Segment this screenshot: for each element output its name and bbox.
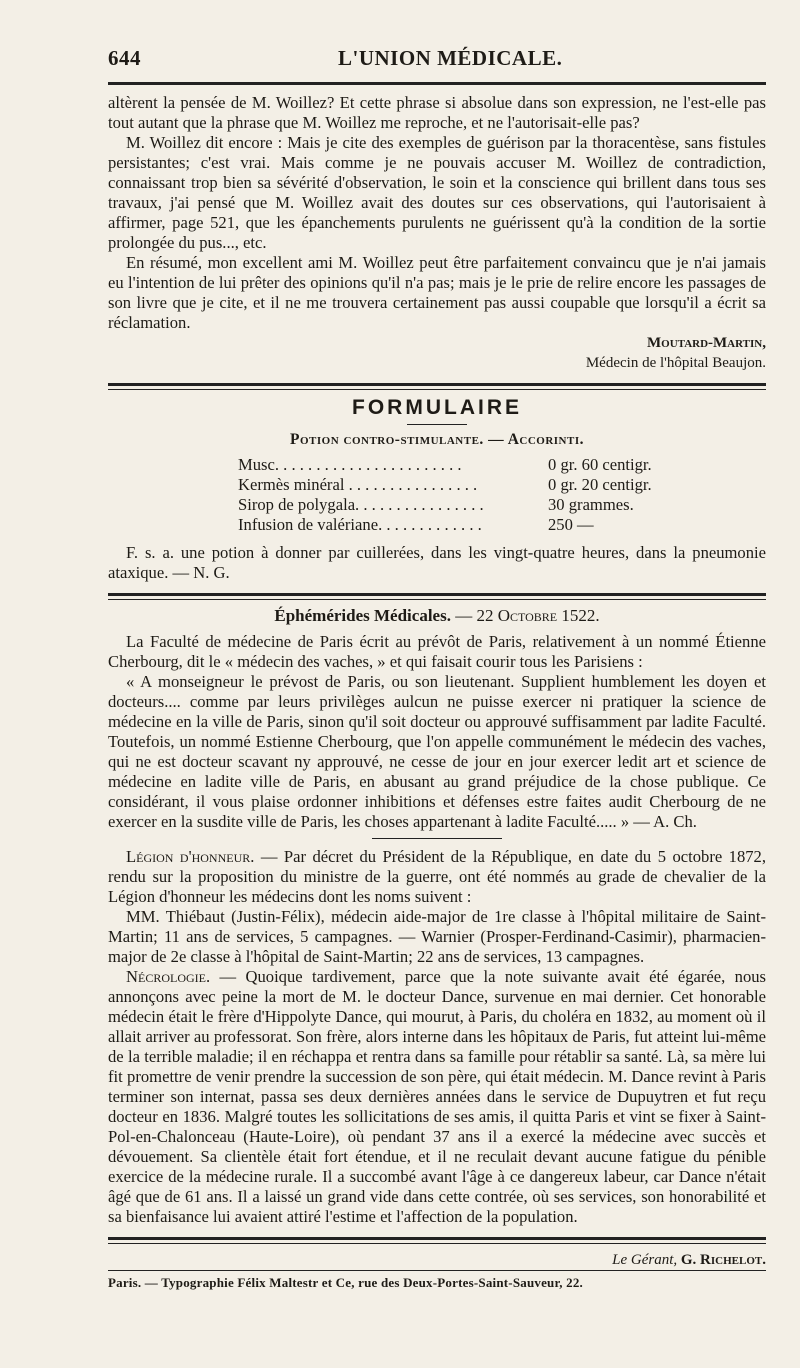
ephemerides-paragraph-2: « A monseigneur le prévost de Paris, ou son lieutenant. Supplient humblement les doyen et docteurs.... comme par leurs privilèges aulcun ne puisse exercer ni pratiquer la science de médecine en la ville de Paris, sinon qu'il soit docteur ou approuvé suffisamment par ladite Faculté. Toutefois, un nommé Estienne Cherbourg, que l'on appelle communément le médecin des vaches, qui ne est docteur scavant ny approuvé, ne cesse de jour en jour exercer ledit art et science de médecine en ladite ville de Paris, en abusant au grand préjudice de la chose publique. Ce considérant, il vous plaise ordonner inhibitions et défenses estre faites audit Cherbourg de ne exercer en la susdite ville de Paris, les choses appartenant à ladite Faculté..... » — A. Ch.: [108, 672, 766, 831]
imprint-rule: [108, 1270, 766, 1271]
ingredient-qty: 0 gr. 20 centigr.: [548, 475, 652, 494]
formulaire-title: FORMULAIRE: [352, 396, 522, 419]
necrology-label: Nécrologie.: [126, 967, 211, 986]
page-header: [108, 46, 766, 80]
ephemerides-heading: Éphémérides Médicales.: [274, 606, 451, 625]
ingredient-qty: 30 grammes.: [548, 495, 634, 514]
ephemerides-paragraph-1: La Faculté de médecine de Paris écrit au prévôt de Paris, relativement à un nommé Étienne Cherbourg, dit le « médecin des vaches, » et qui faisait courir tous les Parisiens :: [108, 632, 766, 671]
necrology-text: — Quoique tardivement, parce que la note suivante avait été égarée, nous annonçons avec peine la mort de M. le docteur Dance, survenue en mai dernier. Cet honorable médecin était le frère d'Hippolyte Dance, qui mourut, à Paris, du choléra en 1832, au moment où il allait arriver au professorat. Son frère, alors interne dans les hôpitaux de Paris, fut atteint lui-même de la terrible maladie; il en réchappa et rentra dans sa famille pour rétablir sa santé. Là, sa mère lui fit promettre de venir prendre la succession de son père, qui était médecin. M. Dance revint à Paris terminer son internat, passa ses deux dernières années dans le service de Dupuytren et fut reçu docteur en 1836. Malgré toutes les sollicitations de ses amis, il quitta Paris et vint se fixer à Saint-Pol-en-Chalonceau (Haute-Loire), où pendant 37 ans il a exercé la médecine avec succès et dévouement. Sa clientèle était fort étendue, et il ne reculait devant aucune fatigue du pénible exercice de la médecine rurale. Il a succombé avant l'âge à ce dangereux labeur, car Dance n'était âgé que de 61 ans. Il a laissé un grand vide dans cette contrée, où ses services, son honorabilité et sa bienfaisance lui avaient attiré l'estime et l'affection de la population.: [108, 967, 766, 1226]
section-divider: [108, 383, 766, 390]
ephemerides-section: [108, 606, 766, 832]
potion-title: Potion contro-stimulante. — Accorinti.: [290, 431, 584, 448]
gerant-line: [108, 1250, 766, 1270]
ingredient-qty: 250 —: [548, 515, 594, 534]
ingredient-name: Kermès minéral . . . . . . . . . . . . . . . .: [238, 475, 478, 494]
page-number: 644: [108, 46, 141, 70]
ephemerides-title: [108, 606, 766, 626]
recipe-row: [238, 455, 698, 475]
signature-title: Médecin de l'hôpital Beaujon.: [585, 355, 766, 371]
formulaire-rule: [407, 424, 467, 425]
legion-paragraph: [108, 847, 766, 907]
journal-title: L'UNION MÉDICALE.: [338, 46, 563, 70]
gerant-label: Le Gérant,: [612, 1252, 678, 1268]
ingredient-name: Infusion de valériane. . . . . . . . . . . . .: [238, 515, 482, 534]
recipe-row: [238, 495, 698, 515]
letter-paragraph-2: M. Woillez dit encore : Mais je cite des exemples de guérison par la thoracentèse, sans fistules persistantes; c'est vrai. Mais comme je ne pouvais accuser M. Woillez de contradiction, connaissant trop bien sa sévérité d'observation, le soin et la conscience qui brillent dans tous ses travaux, j'ai pensé que M. Woillez avait des doutes sur ces observations, qui l'autorisaient à affirmer, page 521, que les épanchements purulents ne guérissent qu'à la condition de la sortie prolongée du pus..., etc.: [108, 133, 766, 252]
gerant-name: G. Richelot.: [680, 1252, 766, 1268]
formulaire-note: F. s. a. une potion à donner par cuillerées, dans les vingt-quatre heures, dans la pneumonie ataxique. — N. G.: [108, 543, 766, 582]
legion-text: — Par décret du Président de la République, en date du 5 octobre 1872, rendu sur la proposition du ministre de la guerre, ont été nommés au grade de chevalier de la Légion d'honneur les médecins dont les noms suivent :: [108, 847, 767, 906]
letter-section: [108, 93, 766, 373]
necrology-paragraph: [108, 967, 766, 1227]
ingredient-name: Sirop de polygala. . . . . . . . . . . . . . . .: [238, 495, 484, 514]
printer-imprint: Paris. — Typographie Félix Maltestr et Ce, rue des Deux-Portes-Saint-Sauveur, 22.: [108, 1275, 584, 1290]
footer-divider: [108, 1237, 766, 1244]
letter-paragraph-3: En résumé, mon excellent ami M. Woillez peut être parfaitement convaincu que je n'ai jamais eu l'intention de lui prêter des opinions qu'il n'a pas; mais je le prie de relire encore les passages de son livre que je cite, et il ne me trouvera certainement pas aussi coupable que lorsqu'il a écrit sa réclamation.: [108, 253, 766, 332]
ingredient-qty: 0 gr. 60 centigr.: [548, 455, 652, 474]
legion-label: Légion d'honneur.: [126, 847, 255, 866]
recipe-list: [238, 455, 698, 535]
news-section: [108, 847, 766, 1227]
ingredient-name: Musc. . . . . . . . . . . . . . . . . . . . . . .: [238, 455, 462, 474]
recipe-row: [238, 515, 698, 535]
recipe-row: [238, 475, 698, 495]
formulaire-section: [108, 396, 766, 583]
legion-names: MM. Thiébaut (Justin-Félix), médecin aide-major de 1re classe à l'hôpital militaire de Saint-Martin; 11 ans de services, 5 campagnes. — Warnier (Prosper-Ferdinand-Casimir), pharmacien-major de 2e classe à l'hôpital de Saint-Martin; 22 ans de services, 13 campagnes.: [108, 907, 766, 966]
section-divider: [108, 593, 766, 600]
letter-paragraph-1: altèrent la pensée de M. Woillez? Et cette phrase si absolue dans son expression, ne l'est-elle pas tout autant que la phrase que M. Woillez me reproche, et ne l'autorisait-elle pas?: [108, 93, 766, 132]
short-divider: [372, 838, 502, 839]
ephemerides-date: — 22 Octobre 1522.: [455, 606, 600, 625]
signature-name: Moutard-Martin,: [647, 335, 766, 351]
